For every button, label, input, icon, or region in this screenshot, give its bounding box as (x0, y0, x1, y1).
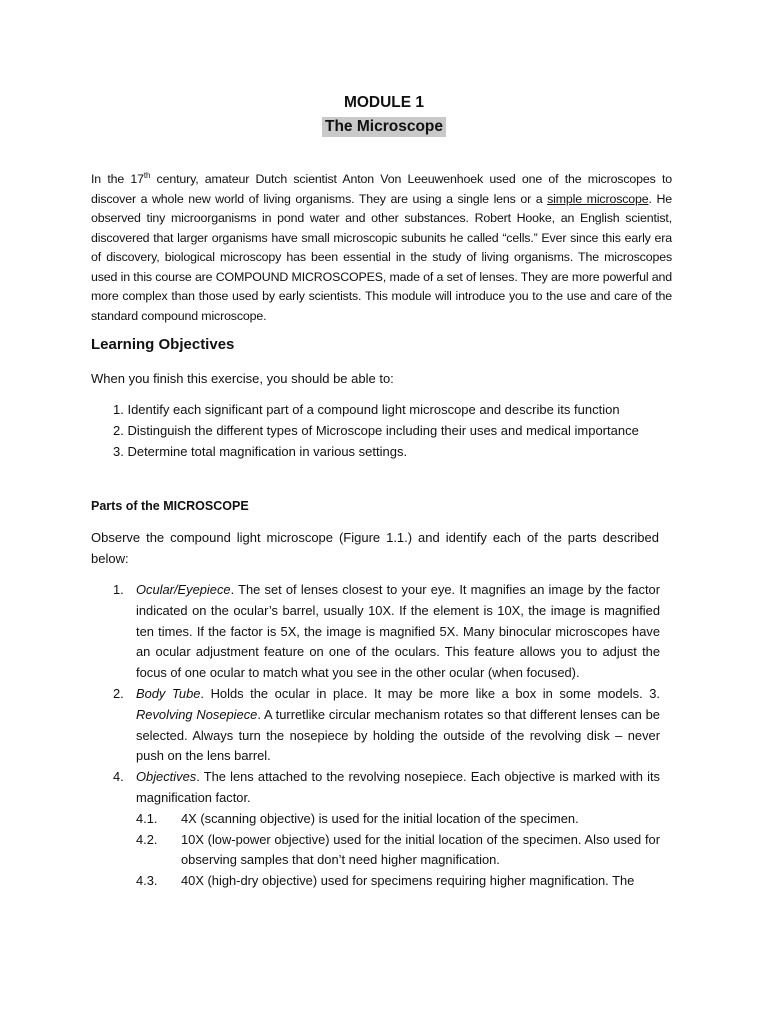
part-term: Ocular/Eyepiece (136, 582, 231, 597)
part-description: . The lens attached to the revolving nosepiece. Each objective is marked with its magnification factor. (136, 769, 660, 805)
part-item-ocular (91, 580, 660, 684)
sub-number: 4.1. (136, 810, 158, 826)
objective-item: 2. Distinguish the different types of Microscope including their uses and medical importance (113, 422, 639, 438)
objective-item: 1. Identify each significant part of a compound light microscope and describe its function (113, 402, 620, 417)
intro-text-1: In the 17 (91, 172, 144, 186)
intro-paragraph (91, 170, 672, 326)
part-description: . The set of lenses closest to your eye. It magnifies an image by the factor indicated on the ocular’s barrel, usually 10X. If the element is 10X, the image is magnified ten times. If the factor is 5X, the image is magnified 5X. Many binocular microscopes have an ocular adjustment feature on one of the oculars. This feature allows you to adjust the focus of one ocular to match what you see in the other ocular (when focused). (136, 582, 660, 681)
part-item-objectives (91, 767, 660, 809)
module-title: The Microscope (322, 117, 446, 137)
sub-number: 4.2. (136, 831, 158, 847)
objective-sub-item (91, 809, 660, 830)
part-number: 2. (113, 685, 124, 701)
module-title-wrap (0, 117, 768, 137)
parts-heading: Parts of the MICROSCOPE (91, 499, 249, 513)
objectives-list (113, 400, 659, 462)
objective-item: 3. Determine total magnification in various settings. (113, 443, 408, 459)
part-term: Body Tube (136, 685, 201, 701)
learning-objectives-lead: When you finish this exercise, you should be able to: (91, 371, 394, 386)
part-number: 1. (113, 582, 124, 597)
sub-text: 40X (high-dry objective) used for specimens requiring higher magnification. The (181, 873, 635, 889)
part-term: Objectives (136, 769, 197, 785)
simple-microscope-term: simple microscope (547, 191, 649, 206)
parts-list (91, 580, 660, 892)
part-number: 4. (113, 769, 124, 785)
part-term-nosepiece: Revolving Nosepiece (136, 706, 258, 722)
intro-text-2: century, amateur Dutch scientist Anton Von Leeuwenhoek used one of the microscopes to discover a whole new world of living organisms. They are using a single lens or a (91, 172, 672, 206)
intro-superscript: th (143, 170, 151, 180)
part-description-nosepiece: . A turretlike circular mechanism rotates so that different lenses can be selected. Always turn the nosepiece by holding the outside of the revolving disk – never push on the lens barrel. (136, 706, 660, 764)
intro-text-3: . He observed tiny microorganisms in pond water and other substances. Robert Hooke, an English scientist, discovered that larger organisms have small microscopic subunits he called “cells.” Ever since this early era of discovery, biological microscopy has been essential in the study of living organisms. The microscopes used in this course are COMPOUND MICROSCOPES, made of a set of lenses. They are more powerful and more complex than those used by early scientists. This module will introduce you to the use and care of the standard compound microscope. (91, 191, 672, 323)
part-description: . Holds the ocular in place. It may be more like a box in some models. 3. (200, 685, 661, 701)
objective-sub-item (91, 871, 660, 892)
sub-number: 4.3. (136, 873, 158, 889)
sub-text: 10X (low-power objective) used for the initial location of the specimen. Also used for observing samples that don’t need higher magnification. (181, 831, 660, 868)
sub-text: 4X (scanning objective) is used for the initial location of the specimen. (181, 810, 579, 826)
module-number: MODULE 1 (343, 94, 425, 111)
part-item-body-tube (91, 684, 660, 767)
objective-sub-item (91, 830, 660, 872)
observe-paragraph: Observe the compound light microscope (Figure 1.1.) and identify each of the parts described below: (91, 530, 659, 566)
learning-objectives-heading: Learning Objectives (91, 336, 235, 353)
